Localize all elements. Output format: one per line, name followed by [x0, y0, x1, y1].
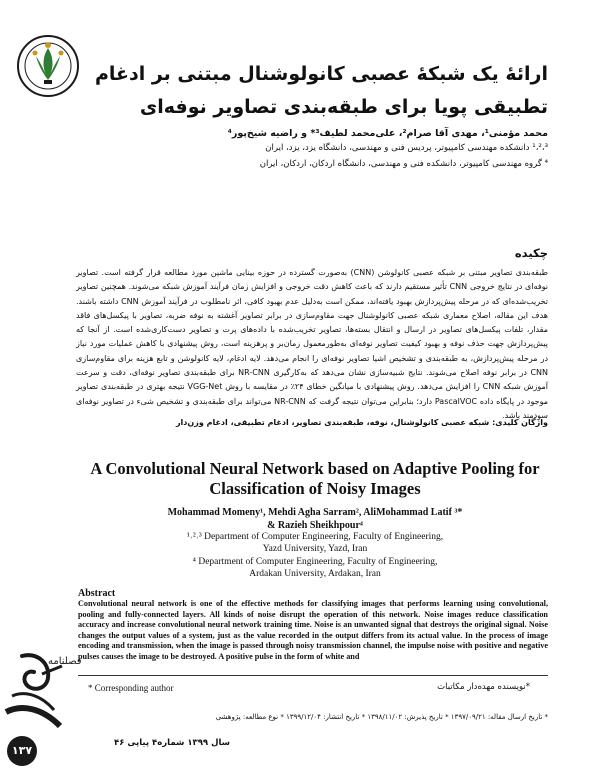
- submission-dates: * تاریخ ارسال مقاله: ۱۳۹۷/۰۹/۲۱ * تاریخ پذیرش: ۱۳۹۸/۱۱/۰۲ * تاریخ انتشار: ۱۳۹۹/۱۲/۰۴ * نوع مطالعه: پژوهشی: [215, 713, 548, 721]
- english-affiliation-1-line-2: Yazd University, Yazd, Iran: [262, 544, 368, 555]
- persian-title-line-1: ارائهٔ یک شبکهٔ عصبی کانولوشنال مبتنی بر ادغام: [94, 63, 548, 85]
- persian-affiliation-2: ⁴ گروه مهندسی کامپیوتر، دانشکده فنی و مهندسی، دانشگاه اردکان، اردکان، ایران: [259, 159, 548, 169]
- persian-corresponding-author: *نویسنده مهده‌دار مکاتبات: [437, 682, 530, 692]
- english-abstract: Convolutional neural network is one of the effective methods for classifying images that performs learning using convolutional, pooling and fully-connected layers. All kinds of noise disrupt the operation of this network. Noise images reduce classification accuracy and increase convolutional neural network training time. Noise is an unwanted signal that destroys the original signal. Noise changes the output values of a system, just as the value recorded in the output differs from its actual value. In the process of image encoding and transmission, when the image is passed through noisy transmission channel, the impulse noise with positive and negative pulses causes the image to be destroyed. A positive pulse in the form of white and: [78, 599, 548, 661]
- journal-emblem-icon: [2, 650, 82, 740]
- persian-abstract: طبقه‌بندی تصاویر مبتنی بر شبکه عصبی کانولوشن (CNN) به‌صورت گسترده در حوزه بینایی ماشین مورد مطالعه قرار گرفته است. تصاویر نوفه‌ای در نتایج خروجی CNN تأثیر مستقیم دارند که باعث کاهش دقت خروجی و افزایش زمان فرآیند آموزش شبکه می‌شوند. همچنین تصاویر تخریب‌شده‌ای که در مرحله پیش‌پردازش بهبود یافته‌اند، ممکن است به‌دلیل عدم بهبود کافی، اثر نامطلوب در فرآیند آموزش CNN داشته باشند. هدف این مقاله، اصلاح معماری شبکه عصبی کانولوشنال جهت مقاوم‌سازی در برابر تصاویر آغشته به نوفه ضربه، تصاویر با پیکسل‌های فاقد مقدار، تلفات پیکسل‌های تصاویر در ارسال و انتقال بسته‌ها، تصاویر تخریب‌شده با داده‌های پرت و تصاویر دست‌کاری‌شده است. از آنجا که پیش‌پردازش جهت حذف نوفه و بهبود کیفیت تصاویر نوفه‌ای به‌طورمعمول زمان‌بر و پرهزینه است، روش پیشنهادی با کاهش عملیات مورد نیاز در مرحله پیش‌پردازش، به طبقه‌بندی و تشخیص اشیا تصاویر نوفه‌ای را انجام می‌دهد. لایه ادغام، لایه کانولوشن و تابع هزینه برای مقاوم‌سازی CNN در برابر نوفه اصلاح می‌شوند. نتایج شبیه‌سازی نشان می‌دهد که به‌کارگیری NR-CNN برای طبقه‌بندی تصاویر نوفه‌ای، دقت و سرعت آموزش شبکه CNN را افزایش می‌دهد. روش پیشنهادی با میانگین خطای ۲۴٪ در مقایسه با روش VGG-Net نتیجه بهتری در طبقه‌بندی تصاویر موجود در پایگاه داده PascalVOC دارد؛ بنابراین می‌توان نتیجه گرفت که NR-CNN می‌تواند برای طبقه‌بندی و تشخیص شیء در تصاویر نوفه‌ای سودمند باشد.: [76, 268, 549, 420]
- english-authors-line-1: Mohammad Momeny¹, Mehdi Agha Sarram², AliMohammad Latif ³*: [167, 507, 463, 518]
- university-emblem-icon: [16, 34, 80, 98]
- english-authors-line-2: & Razieh Sheikhpour⁴: [267, 520, 363, 531]
- persian-abstract-heading: چکیده: [514, 246, 548, 260]
- footnote-divider: [78, 675, 548, 676]
- persian-authors: محمد مؤمنی¹، مهدی آقا صرام²، علی‌محمد لطیف³* و راضیه شیخ‌پور⁴: [227, 128, 548, 139]
- english-affiliations: [70, 531, 560, 581]
- persian-affiliation-1: ¹،²،³ دانشکده مهندسی کامپیوتر، پردیس فنی و مهندسی، دانشگاه یزد، یزد، ایران: [265, 143, 548, 153]
- page-number-badge: [6, 735, 38, 767]
- english-affiliation-1-line-1: ¹˒²˒³ Department of Computer Engineering, Faculty of Engineering,: [186, 532, 444, 542]
- english-corresponding-author: * Corresponding author: [88, 683, 174, 693]
- issue-info: سال ۱۳۹۹ شماره۴ پیاپی ۴۶: [114, 738, 230, 748]
- english-title: A Convolutional Neural Network based on Adaptive Pooling for Classification of Noisy Images: [90, 459, 540, 498]
- english-affiliation-2-line-1: ⁴ Department of Computer Engineering, Faculty of Engineering,: [192, 556, 438, 567]
- journal-emblem-text: فصلنامه: [48, 656, 82, 667]
- english-authors: [70, 506, 560, 532]
- persian-title: [90, 58, 548, 124]
- page-number: ۱۳۷: [11, 744, 33, 757]
- english-affiliation-2-line-2: Ardakan University, Ardakan, Iran: [249, 569, 381, 580]
- persian-keywords: واژگان کلیدی: شبکه عصبی کانولوشنال، نوفه، طبقه‌بندی تصاویر، ادغام تطبیقی، ادغام وزن‌دار: [175, 418, 548, 427]
- persian-title-line-2: تطبیقی پویا برای طبقه‌بندی تصاویر نوفه‌ای: [139, 96, 548, 118]
- english-abstract-heading: Abstract: [78, 588, 116, 599]
